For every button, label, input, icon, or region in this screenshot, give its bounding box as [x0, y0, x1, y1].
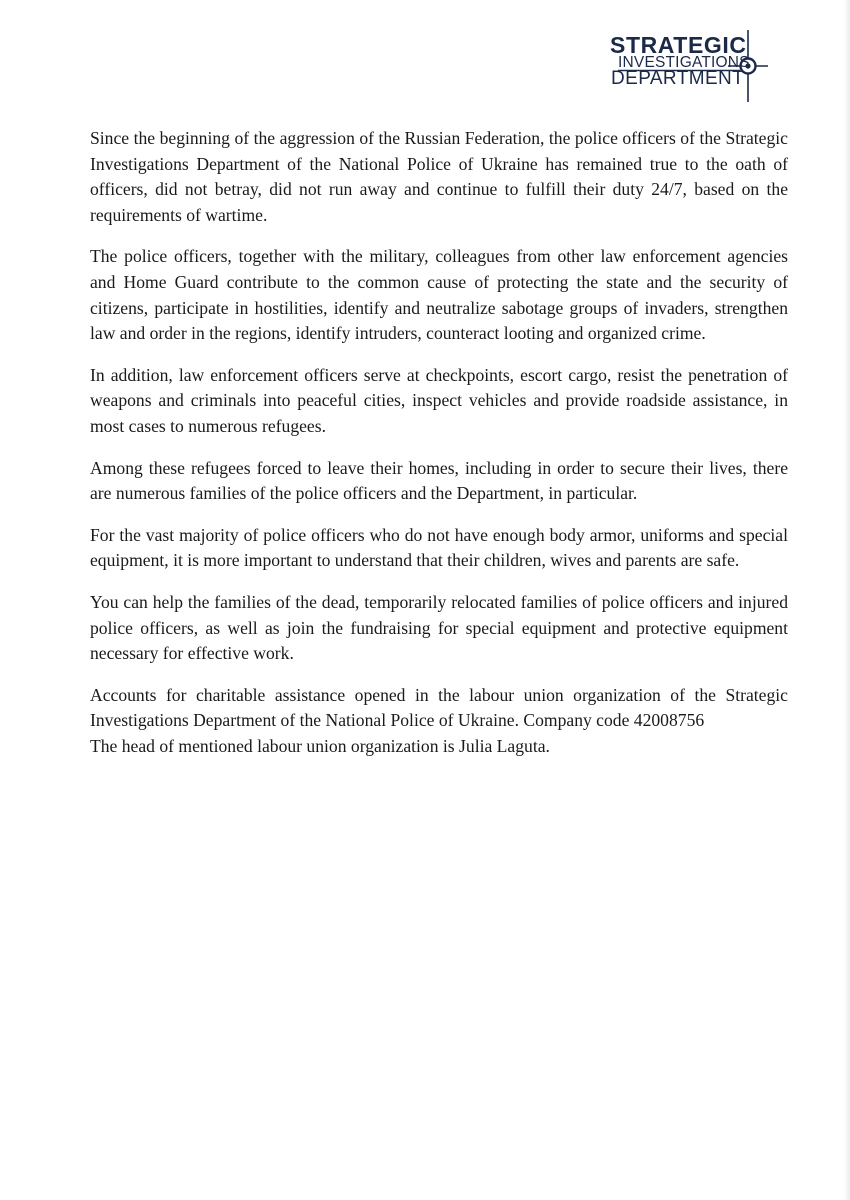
letter-body — [90, 126, 788, 759]
logo-text-investigations: INVESTIGATIONS — [618, 54, 750, 71]
page-edge-shadow — [844, 0, 850, 1200]
paragraph-equipment: For the vast majority of police officers who do not have enough body armor, uniforms and special equipment, it is more important to understand that their children, wives and parents are safe. — [90, 524, 788, 571]
paragraph-cooperation: The police officers, together with the military, colleagues from other law enforcement agencies and Home Guard contribute to the common cause of protecting the state and the security of citizens, participate in hostilities, identify and neutralize sabotage groups of invaders, strengthen law and order in the regions, identify intruders, counteract looting and organized crime. — [90, 246, 788, 344]
logo-text-strategic: STRATEGIC — [610, 32, 747, 58]
paragraph-checkpoints: In addition, law enforcement officers serve at checkpoints, escort cargo, resist the penetration of weapons and criminals into peaceful cities, inspect vehicles and provide roadside assistance, in most cases to numerous refugees. — [90, 364, 788, 436]
paragraph-aggression: Since the beginning of the aggression of the Russian Federation, the police officers of the Strategic Investigations Department of the National Police of Ukraine has remained true to the oath of officers, did not betray, did not run away and continue to fulfill their duty 24/7, based on the requirements of wartime. — [90, 128, 788, 225]
paragraph-accounts: Accounts for charitable assistance opened in the labour union organization of the Strategic Investigations Department of the National Police of Ukraine. Company code 42008756 — [90, 684, 788, 731]
closing-line: The head of mentioned labour union organization is Julia Laguta. — [90, 735, 550, 756]
logo-text-department: DEPARTMENT — [611, 68, 745, 89]
department-logo — [600, 28, 775, 108]
paragraph-refugees: Among these refugees forced to leave their homes, including in order to secure their lives, there are numerous families of the police officers and the Department, in particular. — [90, 457, 788, 504]
paragraph-help: You can help the families of the dead, temporarily relocated families of police officers and injured police officers, as well as join the fundraising for special equipment and protective equipment necessary for effective work. — [90, 591, 788, 664]
